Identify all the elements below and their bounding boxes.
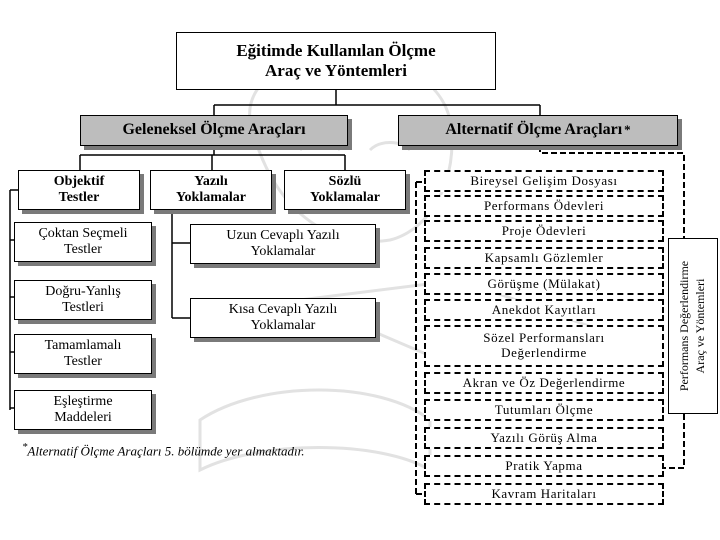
alternative-item-label: Pratik Yapma: [505, 457, 583, 473]
oral-exams-box: [284, 170, 406, 210]
alternative-item-4: [424, 247, 664, 269]
title-box: [176, 32, 496, 90]
alternative-item-11: [424, 455, 664, 477]
traditional-tools-box: [80, 115, 348, 146]
alternative-item-12: [424, 483, 664, 505]
alternative-item-1: [424, 170, 664, 192]
performance-label-line-2: Araç ve Yöntemleri: [693, 278, 707, 374]
footnote-star: *: [22, 441, 28, 453]
performance-assessment-label-box: [668, 238, 718, 414]
alternative-item-label: Proje Ödevleri: [501, 222, 587, 238]
objective-tests-label: Objektif Testler: [53, 173, 105, 205]
written-exams-box: [150, 170, 272, 210]
objective-item-4: [14, 390, 152, 430]
objective-item-3: [14, 334, 152, 374]
alternative-item-label: Performans Ödevleri: [483, 197, 605, 213]
written-item-1: [190, 224, 376, 264]
objective-item-label: Eşleştirme Maddeleri: [53, 393, 113, 425]
alternative-tools-box: [398, 115, 678, 146]
alternative-item-label: Görüşme (Mülakat): [487, 275, 601, 291]
alternative-item-2: [424, 195, 664, 217]
footnote-text: Alternatif Ölçme Araçları 5. bölümde yer almaktadır.: [27, 443, 305, 459]
objective-item-2: [14, 280, 152, 320]
alternative-item-label: Kapsamlı Gözlemler: [484, 249, 604, 265]
objective-item-label: Çoktan Seçmeli Testler: [38, 225, 128, 257]
alternative-tools-star: *: [624, 122, 631, 138]
alternative-item-label: Akran ve Öz Değerlendirme: [462, 374, 626, 390]
alternative-item-10: [424, 427, 664, 449]
alternative-item-label: Kavram Haritaları: [491, 485, 597, 501]
alternative-item-9: [424, 399, 664, 421]
oral-exams-label: Sözlü Yoklamalar: [310, 173, 380, 205]
alternative-item-label: Sözel Performansları Değerlendirme: [483, 330, 605, 360]
alternative-tools-label: Alternatif Ölçme Araçları: [445, 121, 623, 139]
written-exams-label: Yazılı Yoklamalar: [176, 173, 246, 205]
alternative-item-label: Anekdot Kayıtları: [491, 301, 597, 317]
objective-tests-box: [18, 170, 140, 210]
alternative-item-5: [424, 273, 664, 295]
written-item-2: [190, 298, 376, 338]
alternative-item-8: [424, 372, 664, 394]
title-line-2: Araç ve Yöntemleri: [265, 61, 407, 80]
written-item-label: Kısa Cevaplı Yazılı Yoklamalar: [228, 301, 338, 333]
performance-label-line-1: Performans Değerlendirme: [677, 260, 692, 392]
alternative-item-6: [424, 299, 664, 321]
objective-item-1: [14, 222, 152, 262]
alternative-item-label: Yazılı Görüş Alma: [490, 429, 598, 445]
alternative-item-label: Tutumları Ölçme: [494, 401, 594, 417]
title-line-1: Eğitimde Kullanılan Ölçme: [236, 41, 436, 61]
objective-item-label: Tamamlamalı Testler: [44, 337, 122, 369]
alternative-item-7: [424, 325, 664, 367]
alternative-item-label: Bireysel Gelişim Dosyası: [470, 172, 618, 188]
footnote: [22, 440, 352, 460]
alternative-item-3: [424, 220, 664, 242]
traditional-tools-label: Geleneksel Ölçme Araçları: [122, 121, 306, 139]
objective-item-label: Doğru-Yanlış Testleri: [45, 283, 121, 315]
written-item-label: Uzun Cevaplı Yazılı Yoklamalar: [226, 227, 340, 259]
